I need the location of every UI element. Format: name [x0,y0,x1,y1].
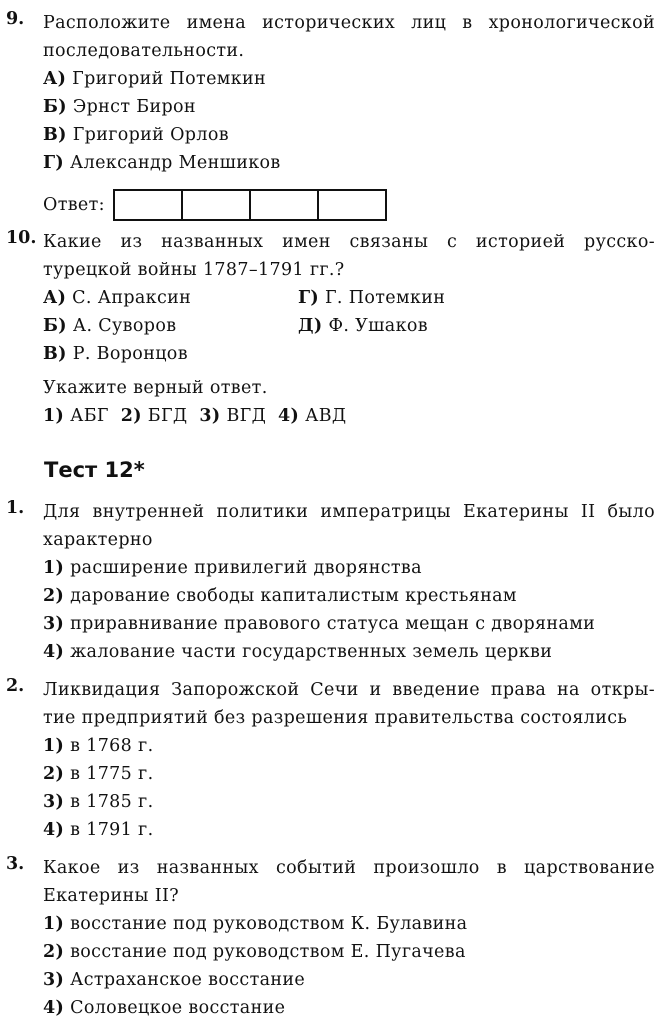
option-d: Д) Ф. Ушаков [298,316,428,336]
question-number: 1. [6,498,25,518]
question-body [43,498,655,666]
option-2: 2) восстание под руководством Е. Пугачева [43,942,466,962]
question-text-line: Для внутренней политики императрицы Екатерины II было [43,502,655,522]
question-body [43,228,655,430]
options-row [43,284,655,312]
question-text-line: Какие из названных имен связаны с историей русско- [43,232,655,252]
option-4: 4) Соловецкое восстание [43,998,286,1018]
option-1: 1) восстание под руководством К. Булавина [43,914,468,934]
question-number: 10. [6,228,37,248]
question-text-line: Ликвидация Запорожской Сечи и введение права на откры- [43,680,655,700]
option-4: 4) жалование части государственных земель церкви [43,642,553,662]
instruction: Укажите верный ответ. [43,378,268,398]
option-a: А) С. Апраксин [43,288,192,308]
option-2: 2) в 1775 г. [43,764,154,784]
option-a: А) Григорий Потемкин [43,69,267,89]
option-1: 1) в 1768 г. [43,736,154,756]
answer-row [43,185,655,225]
option-3: 3) Астраханское восстание [43,970,306,990]
option-b: Б) Эрнст Бирон [43,97,196,117]
question-number: 3. [6,854,25,874]
option-4: 4) в 1791 г. [43,820,154,840]
option-1: 1) расширение привилегий дворянства [43,558,422,578]
question-text-line: тие предприятий без разрешения правительства состоялись [43,708,628,728]
question-text-line: турецкой войны 1787–1791 гг.? [43,260,345,280]
question-number: 9. [6,9,25,29]
option-v: В) Григорий Орлов [43,125,229,145]
options-row [43,312,655,340]
question-text-line: характерно [43,530,153,550]
option-b: Б) А. Суворов [43,316,177,336]
answer-cell[interactable] [251,191,319,219]
question-text-line: Какое из названных событий произошло в царствование [43,858,655,878]
question-text-line: последовательности. [43,41,245,61]
question-body [43,9,655,225]
answer-label: Ответ: [43,195,105,215]
question-number: 2. [6,676,25,696]
answer-cell[interactable] [115,191,183,219]
question-text-line: Расположите имена исторических лиц в хронологической [43,13,655,33]
option-3: 3) приравнивание правового статуса мещан с дворянами [43,614,596,634]
answer-choices: 1) АБГ 2) БГД 3) ВГД 4) АВД [43,406,347,426]
answer-grid [113,189,387,221]
answer-cell[interactable] [183,191,251,219]
question-text-line: Екатерины II? [43,886,179,906]
test-heading: Тест 12* [44,458,145,482]
option-v: В) Р. Воронцов [43,344,188,364]
option-3: 3) в 1785 г. [43,792,154,812]
question-body [43,854,655,1022]
question-body [43,676,655,844]
option-2: 2) дарование свободы капиталистым крестьянам [43,586,517,606]
answer-cell[interactable] [319,191,385,219]
option-g: Г) Александр Меншиков [43,153,281,173]
option-g: Г) Г. Потемкин [298,288,446,308]
